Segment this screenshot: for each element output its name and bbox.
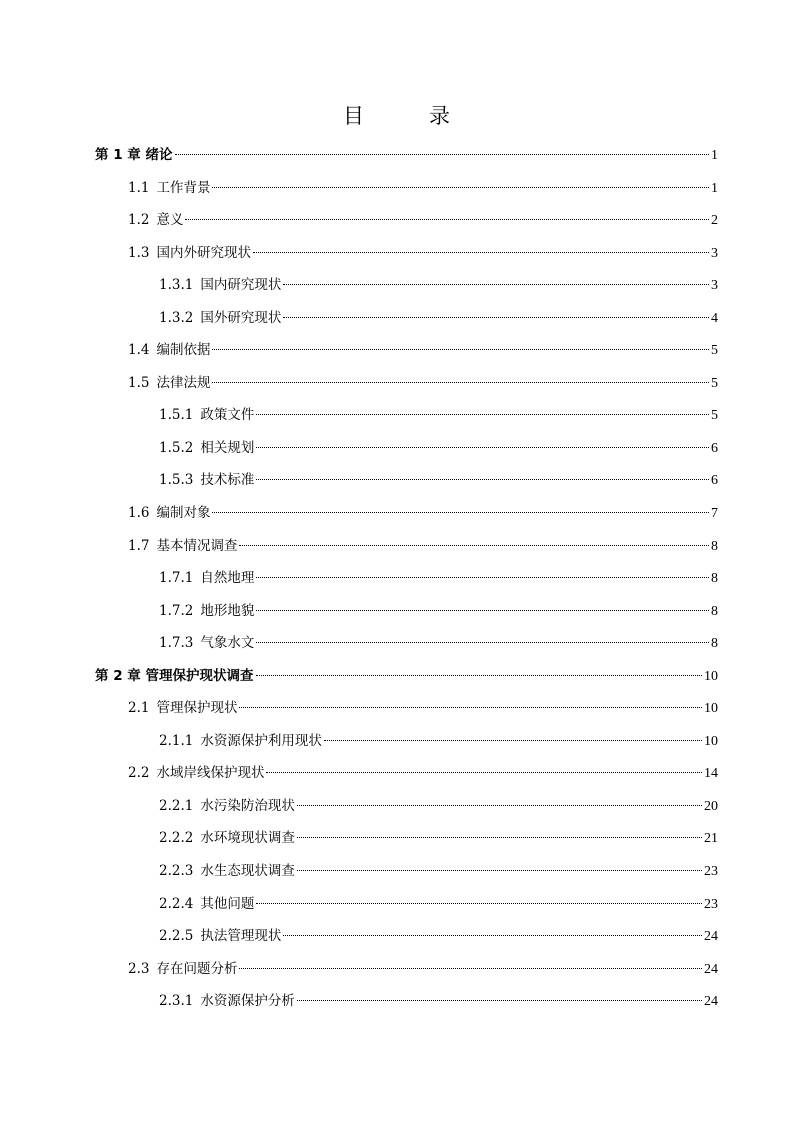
toc-entry-number: 1.5.2 — [159, 439, 194, 456]
toc-entry[interactable] — [95, 432, 718, 465]
toc-entry-number: 1.7.3 — [159, 635, 194, 652]
toc-entry[interactable] — [95, 497, 718, 530]
dot-leader — [256, 479, 709, 480]
toc-entry-number: 2.2.1 — [159, 797, 194, 814]
toc-entry-page-number: 2 — [711, 213, 718, 229]
toc-entry[interactable] — [95, 660, 718, 693]
toc-entry-page-number: 5 — [711, 375, 718, 391]
toc-entry-title: 水资源保护分析 — [200, 993, 295, 1010]
dot-leader — [297, 805, 702, 806]
toc-entry[interactable] — [95, 725, 718, 758]
toc-entry-title: 工作背景 — [156, 179, 211, 196]
toc-entry[interactable] — [95, 562, 718, 595]
toc-entry-title: 其他问题 — [200, 895, 255, 912]
toc-entry-page-number: 5 — [711, 408, 718, 424]
toc-entry-title: 气象水文 — [200, 635, 255, 652]
toc-entry[interactable] — [95, 139, 718, 172]
toc-entry-title: 编制对象 — [156, 505, 211, 522]
dot-leader — [239, 968, 702, 969]
toc-entry-number: 2.3.1 — [159, 993, 194, 1010]
toc-entry-title: 第 1 章 绪论 — [95, 147, 173, 163]
toc-entry-page-number: 23 — [704, 896, 718, 912]
page-title: 目 录 — [343, 104, 472, 128]
toc-entry-page-number: 23 — [704, 864, 718, 880]
toc-entry-number: 1.7.2 — [159, 602, 194, 619]
toc-entry-number: 1.5.1 — [159, 407, 194, 424]
toc-entry-number: 1.7.1 — [159, 570, 194, 587]
toc-entry[interactable] — [95, 953, 718, 986]
toc-entry-number: 2.2.3 — [159, 863, 194, 880]
toc-entry[interactable] — [95, 334, 718, 367]
dot-leader — [324, 740, 702, 741]
toc-entry-page-number: 10 — [704, 733, 718, 749]
toc-entry-title: 水污染防治现状 — [200, 797, 295, 814]
toc-entry-title: 技术标准 — [200, 472, 255, 489]
dot-leader — [175, 154, 710, 155]
toc-entry-title: 基本情况调查 — [156, 537, 238, 554]
toc-entry-number: 1.5.3 — [159, 472, 194, 489]
toc-entry-page-number: 3 — [711, 245, 718, 261]
toc-entry[interactable] — [95, 757, 718, 790]
toc-entry-page-number: 6 — [711, 473, 718, 489]
toc-entry-page-number: 8 — [711, 603, 718, 619]
toc-entry-title: 水资源保护利用现状 — [200, 732, 322, 749]
toc-entry-page-number: 8 — [711, 571, 718, 587]
dot-leader — [256, 642, 709, 643]
toc-entry[interactable] — [95, 627, 718, 660]
toc-entry-title: 执法管理现状 — [200, 928, 282, 945]
dot-leader — [297, 837, 702, 838]
toc-entry[interactable] — [95, 302, 718, 335]
dot-leader — [253, 252, 709, 253]
toc-entry-title: 国外研究现状 — [200, 309, 282, 326]
toc-entry-number: 1.7 — [128, 537, 150, 554]
toc-entry-number: 1.3.2 — [159, 309, 194, 326]
dot-leader — [239, 545, 709, 546]
toc-entry-number: 1.3.1 — [159, 277, 194, 294]
toc-entry[interactable] — [95, 269, 718, 302]
toc-entry-title: 意义 — [156, 212, 184, 229]
toc-entry-page-number: 20 — [704, 798, 718, 814]
toc-entry-page-number: 24 — [704, 961, 718, 977]
toc-entry[interactable] — [95, 790, 718, 823]
table-of-contents — [95, 139, 718, 1018]
toc-entry[interactable] — [95, 985, 718, 1018]
toc-entry[interactable] — [95, 595, 718, 628]
toc-entry-page-number: 24 — [704, 929, 718, 945]
dot-leader — [185, 219, 709, 220]
toc-entry-number: 2.2.2 — [159, 830, 194, 847]
dot-leader — [297, 1000, 702, 1001]
dot-leader — [283, 935, 702, 936]
toc-entry-number: 1.1 — [128, 179, 150, 196]
dot-leader — [239, 707, 702, 708]
toc-entry-number: 1.5 — [128, 374, 150, 391]
toc-entry-number: 2.2.5 — [159, 928, 194, 945]
toc-entry-number: 2.1 — [128, 700, 150, 717]
dot-leader — [283, 317, 709, 318]
toc-entry-number: 2.2 — [128, 765, 150, 782]
dot-leader — [256, 414, 709, 415]
toc-entry-number: 2.3 — [128, 960, 150, 977]
toc-entry-page-number: 3 — [711, 278, 718, 294]
toc-entry-number: 1.6 — [128, 505, 150, 522]
dot-leader — [297, 870, 702, 871]
toc-entry-page-number: 1 — [711, 180, 718, 196]
toc-entry[interactable] — [95, 237, 718, 270]
dot-leader — [212, 512, 709, 513]
toc-entry[interactable] — [95, 172, 718, 205]
toc-entry[interactable] — [95, 692, 718, 725]
toc-entry-page-number: 7 — [711, 506, 718, 522]
toc-entry[interactable] — [95, 888, 718, 921]
toc-entry-page-number: 8 — [711, 636, 718, 652]
dot-leader — [212, 349, 709, 350]
toc-entry-title: 水环境现状调查 — [200, 830, 295, 847]
toc-entry-title: 管理保护现状 — [156, 700, 238, 717]
toc-entry-page-number: 10 — [704, 701, 718, 717]
toc-entry-title: 水域岸线保护现状 — [156, 765, 265, 782]
toc-entry-page-number: 14 — [704, 766, 718, 782]
toc-entry-title: 第 2 章 管理保护现状调查 — [95, 667, 254, 684]
toc-entry[interactable] — [95, 822, 718, 855]
toc-entry-title: 相关规划 — [200, 439, 255, 456]
toc-entry-title: 水生态现状调查 — [200, 863, 295, 880]
dot-leader — [256, 577, 709, 578]
toc-entry-number: 2.1.1 — [159, 732, 194, 749]
toc-entry-title: 存在问题分析 — [156, 960, 238, 977]
toc-entry-number: 1.3 — [128, 244, 150, 261]
dot-leader — [256, 675, 703, 676]
toc-entry-page-number: 6 — [711, 440, 718, 456]
toc-entry-title: 政策文件 — [200, 407, 255, 424]
toc-entry[interactable] — [95, 204, 718, 237]
toc-entry-title: 国内外研究现状 — [156, 244, 251, 261]
toc-entry[interactable] — [95, 920, 718, 953]
toc-entry-number: 1.2 — [128, 212, 150, 229]
toc-entry[interactable] — [95, 464, 718, 497]
dot-leader — [283, 284, 709, 285]
toc-entry-title: 自然地理 — [200, 570, 255, 587]
dot-leader — [212, 382, 709, 383]
dot-leader — [266, 772, 702, 773]
toc-entry-title: 法律法规 — [156, 374, 211, 391]
dot-leader — [212, 187, 709, 188]
toc-entry[interactable] — [95, 530, 718, 563]
toc-entry-title: 国内研究现状 — [200, 277, 282, 294]
toc-entry-title: 编制依据 — [156, 342, 211, 359]
toc-entry[interactable] — [95, 367, 718, 400]
dot-leader — [256, 903, 702, 904]
toc-entry-page-number: 5 — [711, 343, 718, 359]
toc-entry[interactable] — [95, 399, 718, 432]
toc-entry-number: 1.4 — [128, 342, 150, 359]
toc-entry-page-number: 4 — [711, 310, 718, 326]
toc-entry-number: 2.2.4 — [159, 895, 194, 912]
toc-entry[interactable] — [95, 855, 718, 888]
dot-leader — [256, 610, 709, 611]
toc-entry-title: 地形地貌 — [200, 602, 255, 619]
toc-entry-page-number: 8 — [711, 538, 718, 554]
toc-entry-page-number: 10 — [704, 668, 718, 684]
dot-leader — [256, 447, 709, 448]
toc-entry-page-number: 21 — [704, 831, 718, 847]
toc-entry-page-number: 24 — [704, 994, 718, 1010]
toc-entry-page-number: 1 — [711, 148, 718, 163]
